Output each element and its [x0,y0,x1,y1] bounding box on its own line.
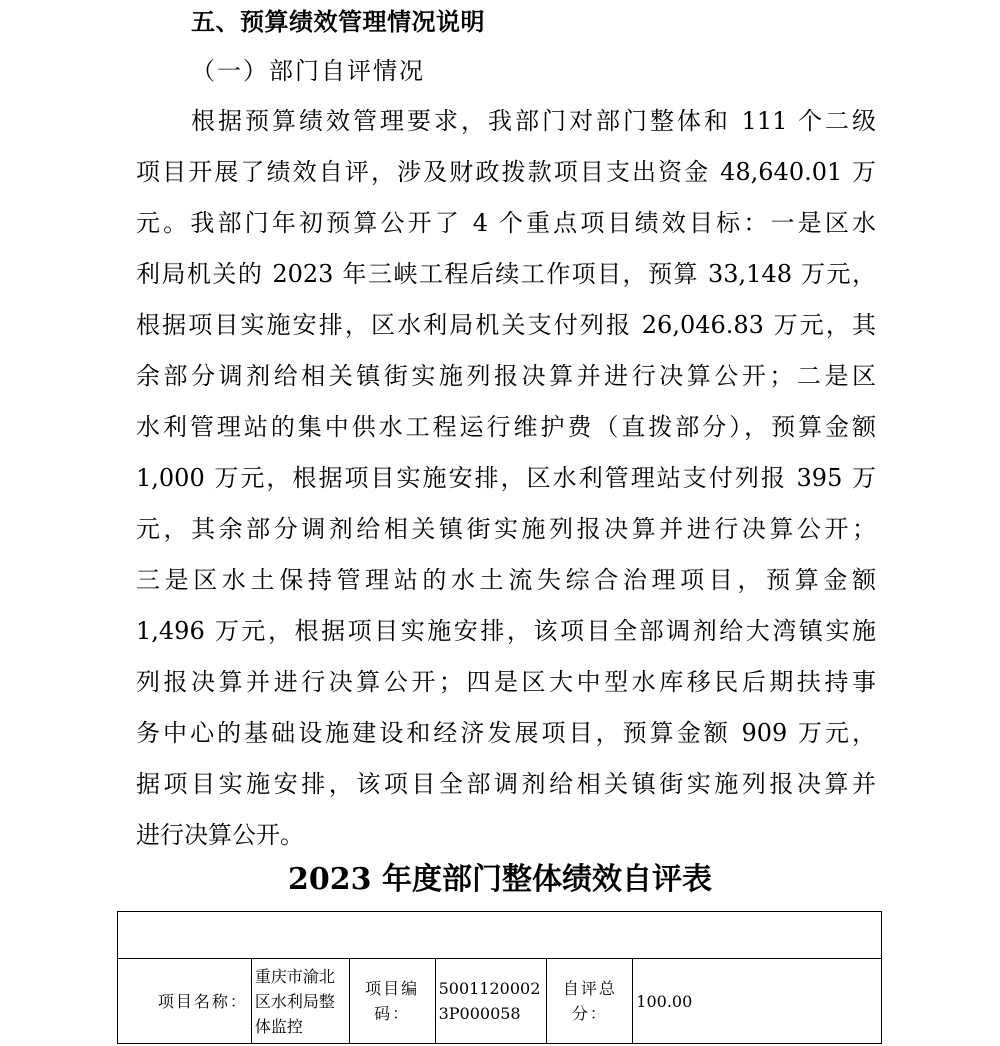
paragraph-line: 利局机关的 2023 年三峡工程后续工作项目，预算 33,148 万元， [136,260,876,288]
project-code-label: 项目编码： [349,959,435,1044]
evaluation-table [117,911,882,1044]
paragraph-line: 元。我部门年初预算公开了 4 个重点项目绩效目标：一是区水 [136,209,876,237]
paragraph-line: 1,496 万元，根据项目实施安排，该项目全部调剂给大湾镇实施 [136,617,876,645]
project-name-value: 重庆市渝北区水利局整体监控 [251,959,349,1044]
table-title: 2023 年度部门整体绩效自评表 [288,862,712,897]
paragraph-line: 三是区水土保持管理站的水土流失综合治理项目，预算金额 [136,566,876,594]
paragraph-line: 水利管理站的集中供水工程运行维护费（直拨部分），预算金额 [136,413,876,441]
paragraph-line: 据项目实施安排，该项目全部调剂给相关镇街实施列报决算并 [136,770,876,798]
table-row [118,959,882,1044]
paragraph-line: 进行决算公开。 [136,821,304,849]
project-name-label: 项目名称： [118,959,252,1044]
paragraph-line: 元，其余部分调剂给相关镇街实施列报决算并进行决算公开； [136,515,876,543]
self-score-label: 自评总分： [547,959,633,1044]
project-code-value: 50011200023P000058 [435,959,547,1044]
paragraph-line: 余部分调剂给相关镇街实施列报决算并进行决算公开；二是区 [136,362,876,390]
paragraph-line: 项目开展了绩效自评，涉及财政拨款项目支出资金 48,640.01 万 [136,158,876,186]
paragraph-line: 1,000 万元，根据项目实施安排，区水利管理站支付列报 395 万 [136,464,876,492]
paragraph-line: 务中心的基础设施建设和经济发展项目，预算金额 909 万元， [136,719,876,747]
section-heading: 五、预算绩效管理情况说明 [191,7,485,36]
table-cell-empty [118,912,882,959]
body-paragraph [136,96,876,861]
subsection-heading: （一）部门自评情况 [191,57,425,85]
paragraph-line: 根据项目实施安排，区水利局机关支付列报 26,046.83 万元，其 [136,311,876,339]
self-score-value: 100.00 [633,959,882,1044]
paragraph-line: 根据预算绩效管理要求，我部门对部门整体和 111 个二级 [191,107,876,135]
paragraph-line: 列报决算并进行决算公开；四是区大中型水库移民后期扶持事 [136,668,876,696]
table-row [118,912,882,959]
